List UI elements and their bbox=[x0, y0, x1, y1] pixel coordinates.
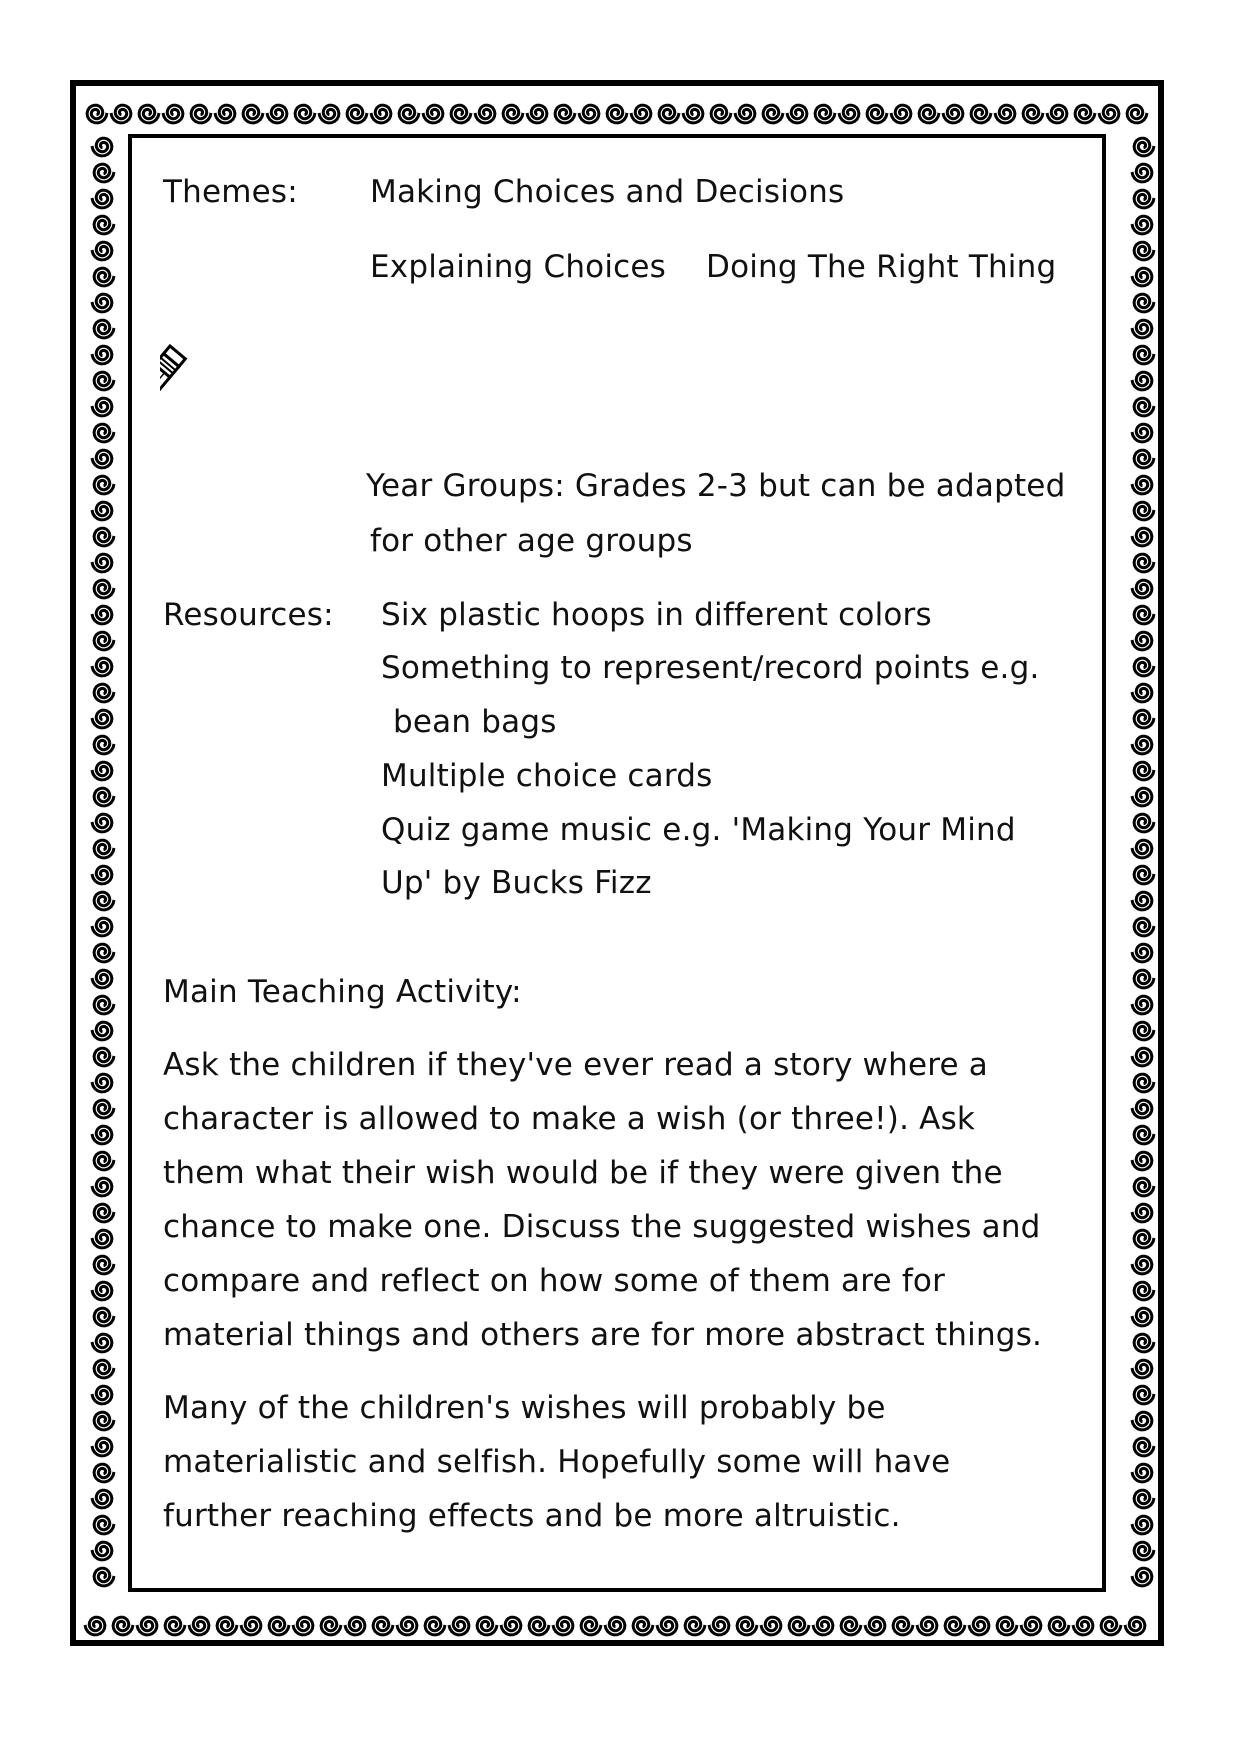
paragraph-line: material things and others are for more abstract things. bbox=[163, 1317, 1043, 1353]
main-activity-heading: Main Teaching Activity: bbox=[163, 974, 522, 1010]
resource-item: Six plastic hoops in different colors bbox=[381, 597, 932, 633]
resource-item: Up' by Bucks Fizz bbox=[381, 865, 652, 901]
year-groups-line-1: Year Groups: Grades 2-3 but can be adapted bbox=[366, 468, 1066, 504]
resource-item: Quiz game music e.g. 'Making Your Mind bbox=[381, 812, 1016, 848]
theme-doing-right-thing: Doing The Right Thing bbox=[706, 249, 1057, 285]
year-groups-line-2: for other age groups bbox=[370, 523, 693, 559]
resource-item: Multiple choice cards bbox=[381, 758, 713, 794]
paragraph-line: Ask the children if they've ever read a story where a bbox=[163, 1047, 989, 1083]
paragraph-line: character is allowed to make a wish (or three!). Ask bbox=[163, 1101, 976, 1137]
resource-item: bean bags bbox=[393, 704, 557, 740]
paragraph-line: compare and reflect on how some of them are for bbox=[163, 1263, 946, 1299]
theme-explaining-choices: Explaining Choices bbox=[370, 249, 667, 285]
paragraph-line: further reaching effects and be more altruistic. bbox=[163, 1498, 901, 1534]
paragraph-line: materialistic and selfish. Hopefully some will have bbox=[163, 1444, 951, 1480]
theme-making-choices: Making Choices and Decisions bbox=[370, 174, 845, 210]
themes-label: Themes: bbox=[163, 174, 298, 210]
resource-item: Something to represent/record points e.g. bbox=[381, 650, 1040, 686]
pencil-icon bbox=[160, 340, 296, 468]
paragraph-line: Many of the children's wishes will probably be bbox=[163, 1390, 886, 1426]
resources-label: Resources: bbox=[163, 597, 334, 633]
paragraph-line: them what their wish would be if they were given the bbox=[163, 1155, 1003, 1191]
paragraph-line: chance to make one. Discuss the suggested wishes and bbox=[163, 1209, 1041, 1245]
